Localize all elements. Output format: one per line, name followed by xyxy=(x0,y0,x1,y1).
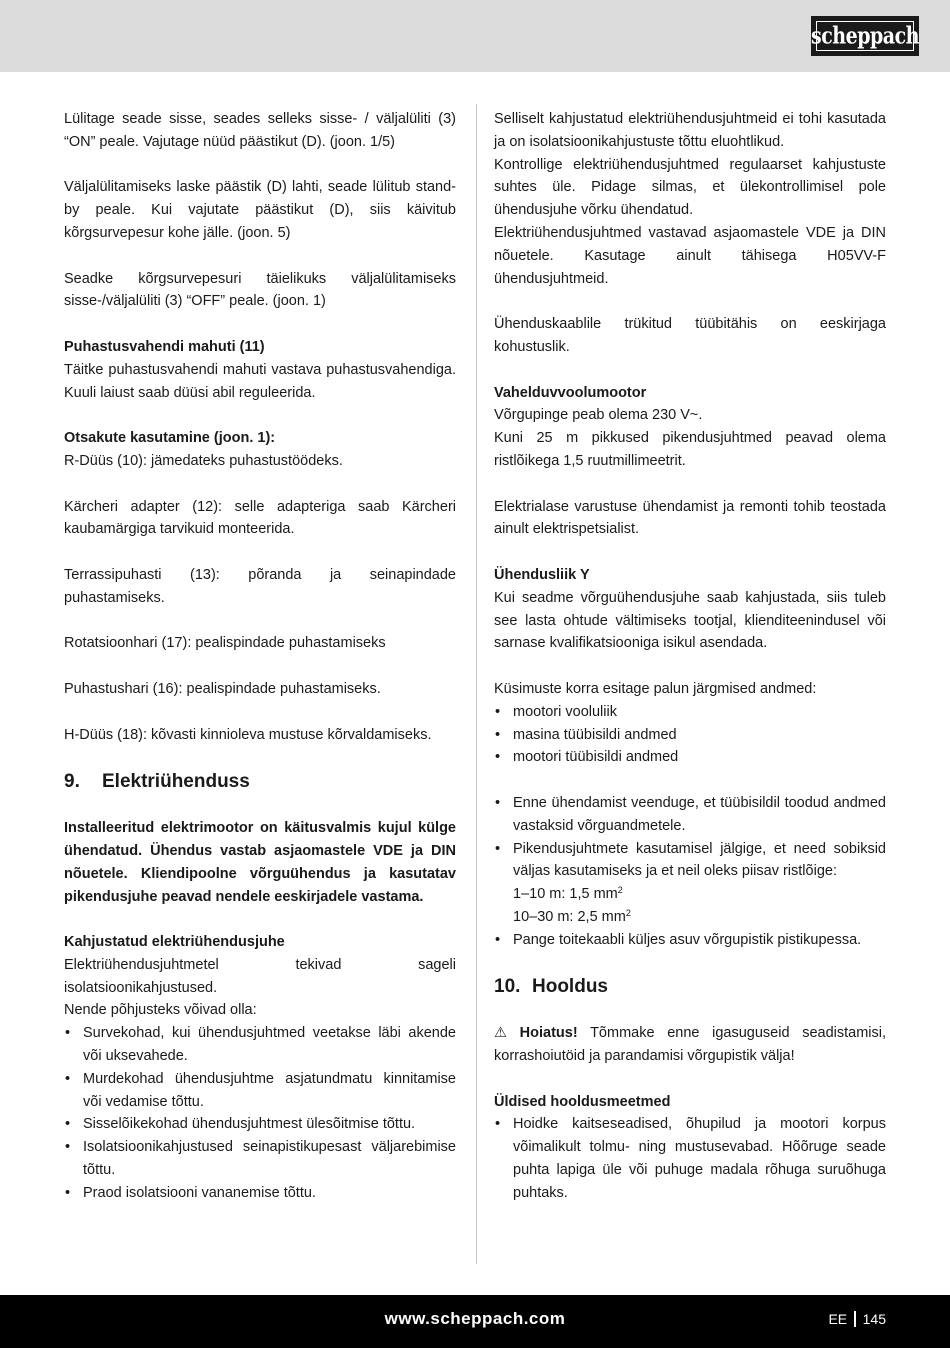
list-item: • Pange toitekaabli küljes asuv võrgupistik pistikupessa. xyxy=(494,929,886,952)
cross-section-line xyxy=(513,883,886,906)
superscript: 2 xyxy=(625,907,631,918)
column-divider xyxy=(476,104,477,1264)
subheading-ac-motor: Vahelduvvoolumootor xyxy=(494,384,647,401)
paragraph: Võrgupinge peab olema 230 V~. xyxy=(494,407,703,424)
warning-text: Tõmmake enne igasuguseid seadistamisi, korrashoiutöid ja parandamisi võrgupistik välja! xyxy=(494,1025,886,1065)
paragraph: Kuni 25 m pikkused pikendusjuhtmed peavad olema ristlõikega 1,5 ruutmillimeetrit. xyxy=(494,430,886,469)
paragraph: Puhastushari (16): pealispindade puhastamiseks. xyxy=(64,680,381,697)
paragraph: Lülitage seade sisse, seades selleks sisse- / väljalüliti (3) “ON” peale. Vajutage nüüd päästikut (D). (joon. 1/5) xyxy=(64,111,456,150)
list-item: • Isolatsioonikahjustused seinapistikupesast väljarebimise tõttu. xyxy=(64,1136,456,1182)
paragraph: Väljalülitamiseks laske päästik (D) lahti, seade lülitub stand-by peale. Kui vajutate päästikut (D), siis käivitub kõrgsurvepesur kohe jälle. (joon. 5) xyxy=(64,179,456,241)
paragraph: Rotatsioonhari (17): pealispindade puhastamiseks xyxy=(64,635,386,652)
paragraph: Nende põhjusteks võivad olla: xyxy=(64,1002,257,1019)
subheading-connection-type: Ühendusliik Y xyxy=(494,566,590,583)
language-code: EE xyxy=(828,1311,848,1327)
footer-url-link[interactable]: www.scheppach.com xyxy=(384,1309,566,1328)
warning-label: Hoiatus! xyxy=(519,1025,578,1042)
section-number: 10. xyxy=(494,976,521,998)
causes-list xyxy=(64,1022,456,1204)
list-item: • masina tüübisildi andmed xyxy=(494,724,886,747)
paragraph: Elektriühendusjuhtmetel tekivad sageli isolatsioonikahjustused. xyxy=(64,956,456,996)
list-item xyxy=(494,838,886,929)
list-item: • Murdekohad ühendusjuhtme asjatundmatu kinnitamise või vedamise tõttu. xyxy=(64,1068,456,1114)
subheading-nozzle-use: Otsakute kasutamine (joon. 1): xyxy=(64,430,276,447)
paragraph: Selliselt kahjustatud elektriühendusjuhtmeid ei tohi kasutada ja on isolatsioonikahjustuste tõttu eluohtlikud. xyxy=(494,111,886,150)
paragraph: Kontrollige elektriühendusjuhtmed regulaarset kahjustuste suhtes üle. Pidage silmas, et ülekontrollimisel pole ühendusjuhe võrku ühendatud. xyxy=(494,156,886,219)
right-column xyxy=(494,108,886,1205)
list-item: • Praod isolatsiooni vananemise tõttu. xyxy=(64,1182,456,1205)
page-indicator xyxy=(828,1311,886,1327)
section-heading-10 xyxy=(494,974,886,1000)
warning-icon: ⚠ xyxy=(494,1025,507,1042)
paragraph: Täitke puhastusvahendi mahuti vastava puhastusvahendiga. Kuuli laiust saab düüsi abil reguleerida. xyxy=(64,361,456,401)
logo-text: scheppach xyxy=(811,22,919,50)
left-column xyxy=(64,108,456,1205)
footer-bar xyxy=(0,1295,950,1348)
cross-section-value: 1–10 m: 1,5 mm xyxy=(513,886,618,903)
warning-paragraph xyxy=(494,1022,886,1068)
list-item-text: Pikendusjuhtmete kasutamisel jälgige, et need sobiksid väljas kasutamiseks ja et neil oleks piisav ristlõige: xyxy=(513,840,886,880)
section-number: 9. xyxy=(64,771,80,793)
data-list xyxy=(494,701,886,769)
list-item: • Hoidke kaitseseadised, õhupilud ja mootori korpus võimalikult tolmu- ning mustusevabad. Hõõruge seade puhta lapiga üle või puhuge madala rõhuga suruõhuga puhtaks. xyxy=(494,1113,886,1204)
header-bar xyxy=(0,0,950,72)
paragraph: Kui seadme võrguühendusjuhe saab kahjustada, siis tuleb see lasta ohtude vältimiseks tootjal, klienditeenindusel või sarnase kvalifikatsiooniga isikul asendada. xyxy=(494,589,886,652)
maintenance-list xyxy=(494,1113,886,1204)
paragraph: Küsimuste korra esitage palun järgmised andmed: xyxy=(494,680,817,697)
intro-bold-paragraph: Installeeritud elektrimootor on käitusvalmis kujul külge ühendatud. Ühendus vastab asjaomastele VDE ja DIN nõuetele. Kliendipoolne võrguühendus ja kasutatav pikendusjuhe peavad nendele eeskirjadele vastama. xyxy=(64,820,456,905)
paragraph: Terrassipuhasti (13): põranda ja seinapindade puhastamiseks. xyxy=(64,566,456,606)
paragraph: Kärcheri adapter (12): selle adapteriga saab Kärcheri kaubamärgiga tarvikuid monteerida. xyxy=(64,498,456,538)
paragraph: Ühenduskaablile trükitud tüübitähis on eeskirjaga kohustuslik. xyxy=(494,316,886,355)
paragraph: H-Düüs (18): kõvasti kinnioleva mustuse kõrvaldamiseks. xyxy=(64,726,432,743)
list-item: • Sisselõikekohad ühendusjuhtmest ülesõitmise tõttu. xyxy=(64,1113,456,1136)
cross-section-value: 10–30 m: 2,5 mm xyxy=(513,908,626,925)
page-separator xyxy=(854,1311,856,1327)
cross-section-line xyxy=(513,906,886,929)
section-title: Elektriühenduss xyxy=(102,771,250,793)
subheading-detergent-tank: Puhastusvahendi mahuti (11) xyxy=(64,338,265,355)
superscript: 2 xyxy=(617,885,623,896)
paragraph: R-Düüs (10): jämedateks puhastustöödeks. xyxy=(64,452,343,469)
section-title: Hooldus xyxy=(532,976,608,998)
connection-notes-list xyxy=(494,792,886,952)
paragraph: Elektriühendusjuhtmed vastavad asjaomastele VDE ja DIN nõuetele. Kasutage ainult tähisega H05VV-F ühendusjuhtmeid. xyxy=(494,224,886,287)
subheading-general-maintenance: Üldised hooldusmeetmed xyxy=(494,1093,671,1110)
subheading-damaged-cable: Kahjustatud elektriühendusjuhe xyxy=(64,934,285,951)
section-heading-9 xyxy=(64,769,456,795)
list-item: • mootori vooluliik xyxy=(494,701,886,724)
list-item: • Survekohad, kui ühendusjuhtmed veetakse läbi akende või uksevahede. xyxy=(64,1022,456,1068)
list-item: • Enne ühendamist veenduge, et tüübisildil toodud andmed vastaksid võrguandmetele. xyxy=(494,792,886,838)
page-number: 145 xyxy=(862,1311,886,1327)
paragraph: Seadke kõrgsurvepesuri täielikuks väljalülitamiseks sisse-/väljalüliti (3) “OFF” peale. (joon. 1) xyxy=(64,270,456,310)
paragraph: Elektrialase varustuse ühendamist ja remonti tohib teostada ainult elektrispetsialist. xyxy=(494,498,886,538)
brand-logo xyxy=(811,16,919,56)
list-item: • mootori tüübisildi andmed xyxy=(494,746,886,769)
